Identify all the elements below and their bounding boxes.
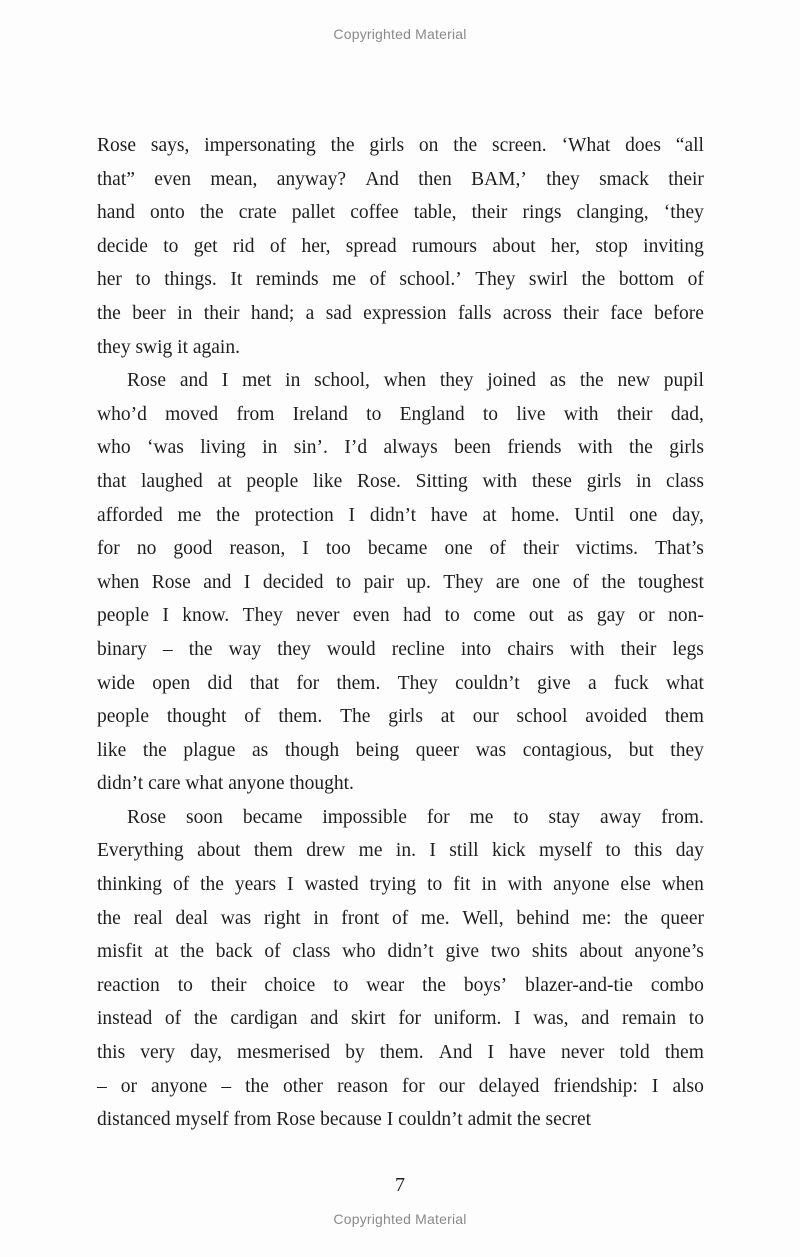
text-line: this very day, mesmerised by them. And I have never told them xyxy=(97,1042,704,1064)
text-line: Everything about them drew me in. I still kick myself to this day xyxy=(97,840,704,862)
text-line: that” even mean, anyway? And then BAM,’ they smack their xyxy=(97,168,704,190)
text-line: didn’t care what anyone thought. xyxy=(97,773,354,795)
text-line: her to things. It reminds me of school.’ They swirl the bottom of xyxy=(97,269,704,291)
text-line: the beer in their hand; a sad expression falls across their face before xyxy=(97,302,704,324)
page-body-text xyxy=(97,129,704,1137)
text-line: thinking of the years I wasted trying to fit in with anyone else when xyxy=(97,874,704,896)
text-line: Rose soon became impossible for me to stay away from. xyxy=(127,806,704,828)
text-line: Rose and I met in school, when they joined as the new pupil xyxy=(127,370,704,392)
text-line: when Rose and I decided to pair up. They are one of the toughest xyxy=(97,571,704,593)
text-line: they swig it again. xyxy=(97,336,240,358)
text-line: binary – the way they would recline into chairs with their legs xyxy=(97,638,704,660)
text-line: – or anyone – the other reason for our delayed friendship: I also xyxy=(97,1075,704,1097)
text-line: distanced myself from Rose because I couldn’t admit the secret xyxy=(97,1109,592,1131)
page-number: 7 xyxy=(395,1174,405,1196)
text-line: who ‘was living in sin’. I’d always been friends with the girls xyxy=(97,437,704,459)
text-line: for no good reason, I too became one of their victims. That’s xyxy=(97,538,704,560)
text-line: instead of the cardigan and skirt for uniform. I was, and remain to xyxy=(97,1008,704,1030)
text-line: reaction to their choice to wear the boys’ blazer-and-tie combo xyxy=(97,974,704,996)
text-line: the real deal was right in front of me. Well, behind me: the queer xyxy=(97,907,704,929)
text-line: afforded me the protection I didn’t have at home. Until one day, xyxy=(97,504,704,526)
text-line: decide to get rid of her, spread rumours about her, stop inviting xyxy=(97,235,704,257)
text-line: that laughed at people like Rose. Sitting with these girls in class xyxy=(97,470,704,492)
text-line: people I know. They never even had to come out as gay or non- xyxy=(97,605,704,627)
copyright-notice-bottom: Copyrighted Material xyxy=(333,1211,467,1227)
copyright-notice-top: Copyrighted Material xyxy=(333,26,467,42)
text-line: like the plague as though being queer was contagious, but they xyxy=(97,739,704,761)
text-line: wide open did that for them. They couldn’t give a fuck what xyxy=(97,672,704,694)
text-line: who’d moved from Ireland to England to live with their dad, xyxy=(97,403,704,425)
text-line: people thought of them. The girls at our school avoided them xyxy=(97,706,704,728)
text-line: hand onto the crate pallet coffee table, their rings clanging, ‘they xyxy=(97,202,704,224)
text-line: Rose says, impersonating the girls on the screen. ‘What does “all xyxy=(97,135,704,156)
text-line: misfit at the back of class who didn’t give two shits about anyone’s xyxy=(97,941,704,963)
